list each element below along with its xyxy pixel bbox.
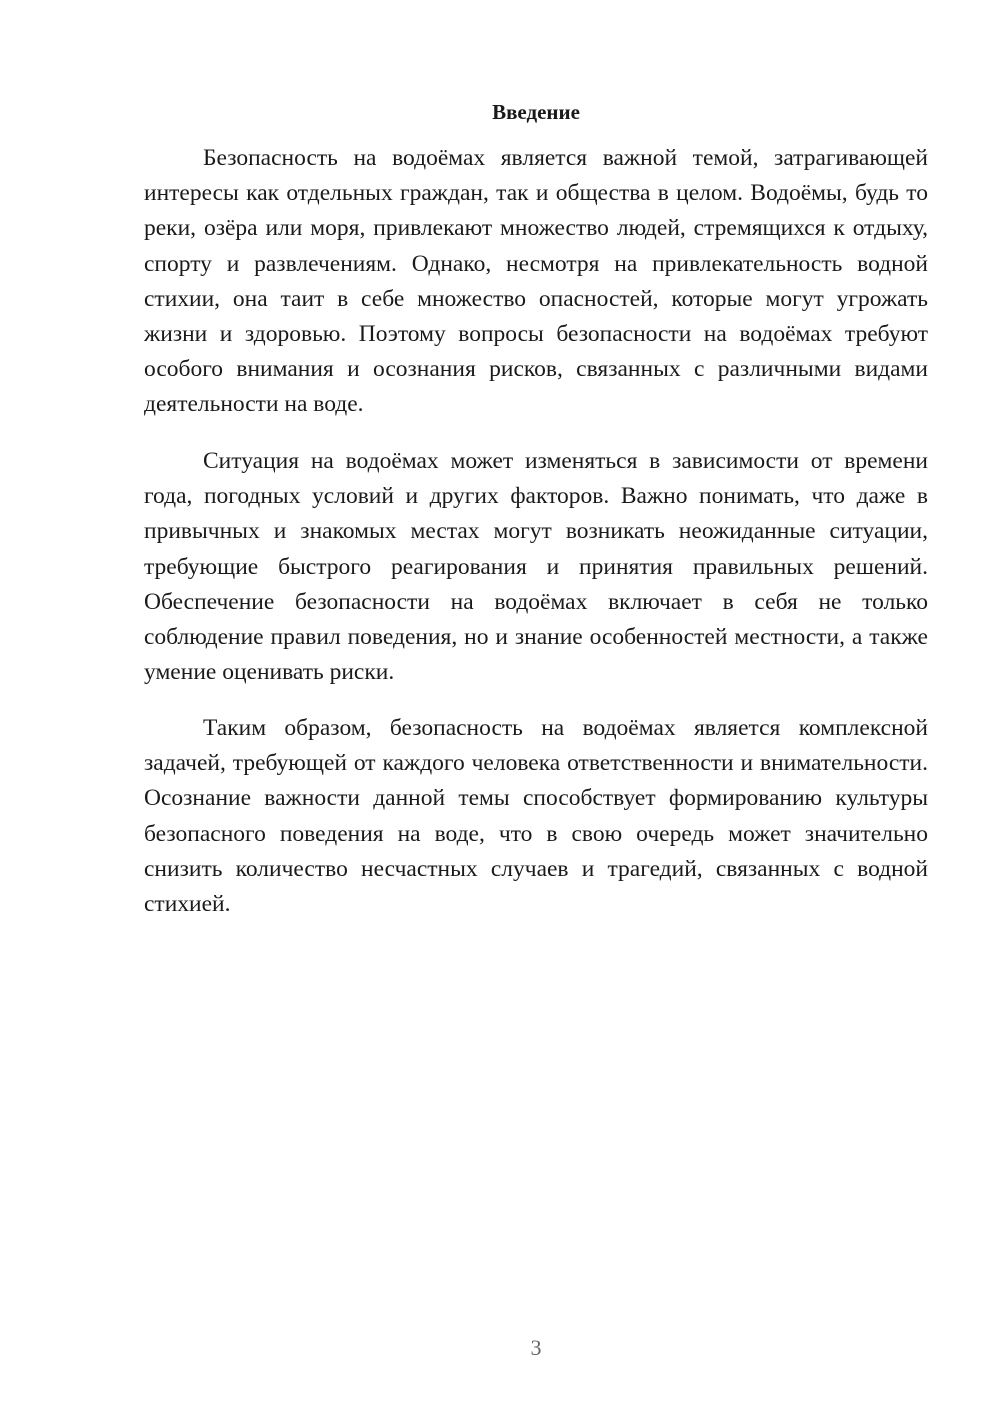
paragraph-1: Безопасность на водоёмах является важной темой, затрагивающей интересы как отдельных граждан, так и общества в целом. Водоёмы, будь то реки, озёра или моря, привлекают множество людей, стремящихся к отдыху, спорту и развлечениям. Однако, несмотря на привлекательность водной стихии, она таит в себе множество опасностей, которые могут угрожать жизни и здоровью. Поэтому вопросы безопасности на водоёмах требуют особого внимания и осознания рисков, связанных с различными видами деятельности на воде. <box>144 145 928 418</box>
page-number: 3 <box>530 1335 542 1360</box>
paragraph-3: Таким образом, безопасность на водоёмах является комплексной задачей, требующей от каждого человека ответственности и внимательности. Осознание важности данной темы способствует формированию культуры безопасного поведения на воде, что в свою очередь может значительно снизить количество несчастных случаев и трагедий, связанных с водной стихией. <box>144 715 928 918</box>
section-heading: Введение <box>492 100 580 124</box>
paragraph-2: Ситуация на водоёмах может изменяться в зависимости от времени года, погодных условий и других факторов. Важно понимать, что даже в привычных и знакомых местах могут возникать неожиданные ситуации, требующие быстрого реагирования и принятия правильных решений. Обеспечение безопасности на водоёмах включает в себя не только соблюдение правил поведения, но и знание особенностей местности, а также умение оценивать риски. <box>144 448 928 686</box>
